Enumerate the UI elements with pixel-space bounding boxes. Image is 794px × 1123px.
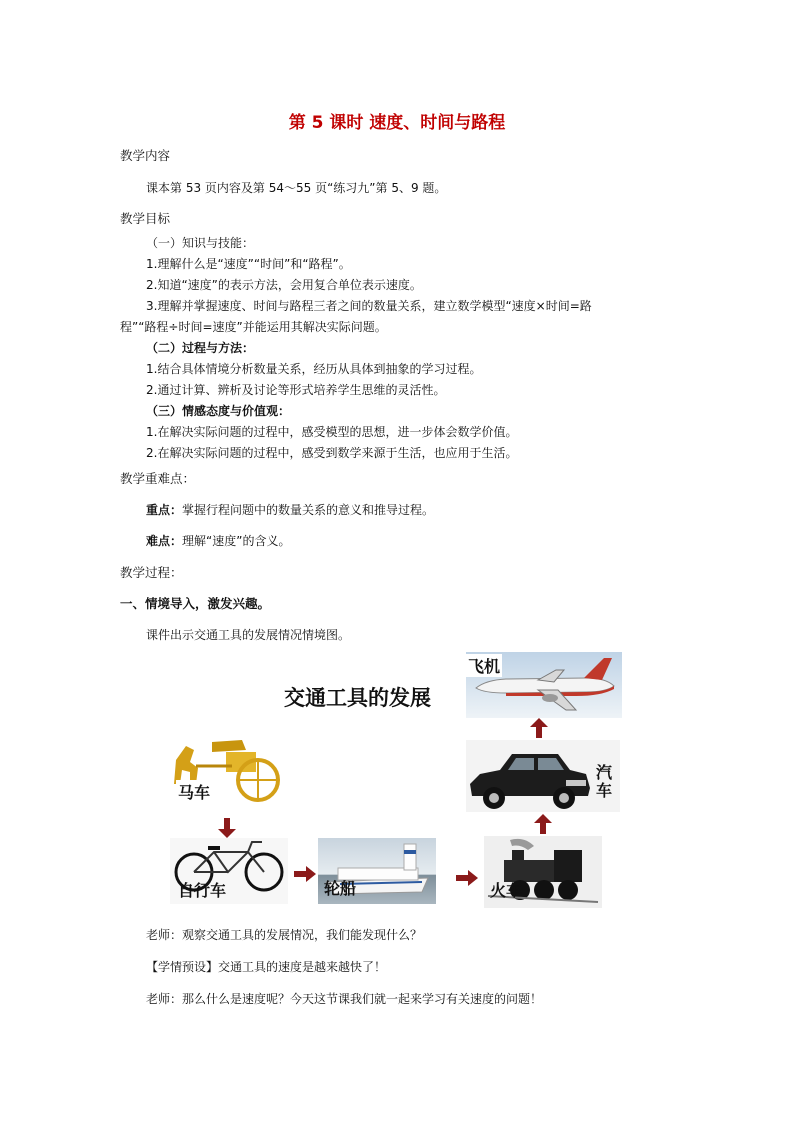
key-label: 重点： [146, 503, 183, 517]
step1-text: 课件出示交通工具的发展情况情境图。 [146, 628, 351, 642]
carriage-label: 马车 [176, 780, 212, 803]
ship-image [318, 838, 436, 904]
goal3-item-2: 2.在解决实际问题的过程中，感受到数学来源于生活，也应用于生活。 [146, 446, 518, 460]
bicycle-image [170, 838, 288, 904]
arrow-bicycle-to-ship [294, 866, 316, 882]
goal3-item-1: 1.在解决实际问题的过程中，感受模型的思想，进一步体会数学价值。 [146, 425, 518, 439]
goal3-heading: （三）情感态度与价值观： [146, 404, 291, 418]
key-point [146, 501, 434, 518]
carriage-image [172, 736, 284, 808]
diff-label: 难点： [146, 534, 183, 548]
step1-heading: 一、情境导入，激发兴趣。 [120, 596, 271, 611]
train-image [484, 836, 602, 908]
plane-label: 飞机 [466, 654, 502, 677]
car-icon [466, 740, 592, 812]
car-label [596, 764, 612, 800]
goal1-item-3: 3.理解并掌握速度、时间与路程三者之间的数量关系，建立数学模型“速度×时间=路 [146, 299, 592, 313]
content-text: 课本第 53 页内容及第 54～55 页“练习九”第 5、9 题。 [146, 181, 447, 195]
preset-line: 【学情预设】交通工具的速度是越来越快了！ [146, 960, 387, 974]
page-title: 第 5 课时 速度、时间与路程 [288, 113, 506, 133]
goal2-heading: （二）过程与方法： [146, 341, 255, 355]
goal2-item-1: 1.结合具体情境分析数量关系，经历从具体到抽象的学习过程。 [146, 362, 482, 376]
figure-title: 交通工具的发展 [284, 686, 431, 710]
bicycle-label: 自行车 [178, 881, 227, 900]
goal1-item-2: 2.知道“速度”的表示方法，会用复合单位表示速度。 [146, 278, 422, 292]
key-text: 掌握行程问题中的数量关系的意义和推导过程。 [182, 503, 435, 517]
transport-figure [166, 648, 626, 910]
arrow-ship-to-train [456, 870, 478, 886]
plane-image [466, 652, 622, 718]
teacher-line-2: 老师：那么什么是速度呢？今天这节课我们就一起来学习有关速度的问题！ [146, 992, 543, 1006]
ship-label: 轮船 [324, 879, 357, 898]
arrow-train-to-car [534, 814, 552, 834]
key-heading: 教学重难点： [120, 471, 196, 486]
arrow-carriage-to-bicycle [218, 818, 236, 838]
teacher-line-1: 老师：观察交通工具的发展情况，我们能发现什么？ [146, 928, 423, 942]
content-heading: 教学内容 [120, 148, 171, 163]
goals-heading: 教学目标 [120, 211, 171, 226]
car-label-1: 汽 [596, 763, 613, 782]
goal1-heading: （一）知识与技能： [146, 236, 255, 250]
car-label-2: 车 [596, 781, 613, 800]
diff-text: 理解“速度”的含义。 [182, 534, 291, 548]
car-image [466, 740, 620, 812]
process-heading: 教学过程： [120, 565, 183, 580]
goal1-item-3-wrap: 程”“路程÷时间=速度”并能运用其解决实际问题。 [120, 320, 387, 334]
arrow-car-to-plane [530, 718, 548, 738]
goal1-item-1: 1.理解什么是“速度”“时间”和“路程”。 [146, 257, 351, 271]
difficulty-point [146, 532, 290, 549]
goal2-item-2: 2.通过计算、辨析及讨论等形式培养学生思维的灵活性。 [146, 383, 446, 397]
train-label: 火车 [490, 881, 523, 900]
